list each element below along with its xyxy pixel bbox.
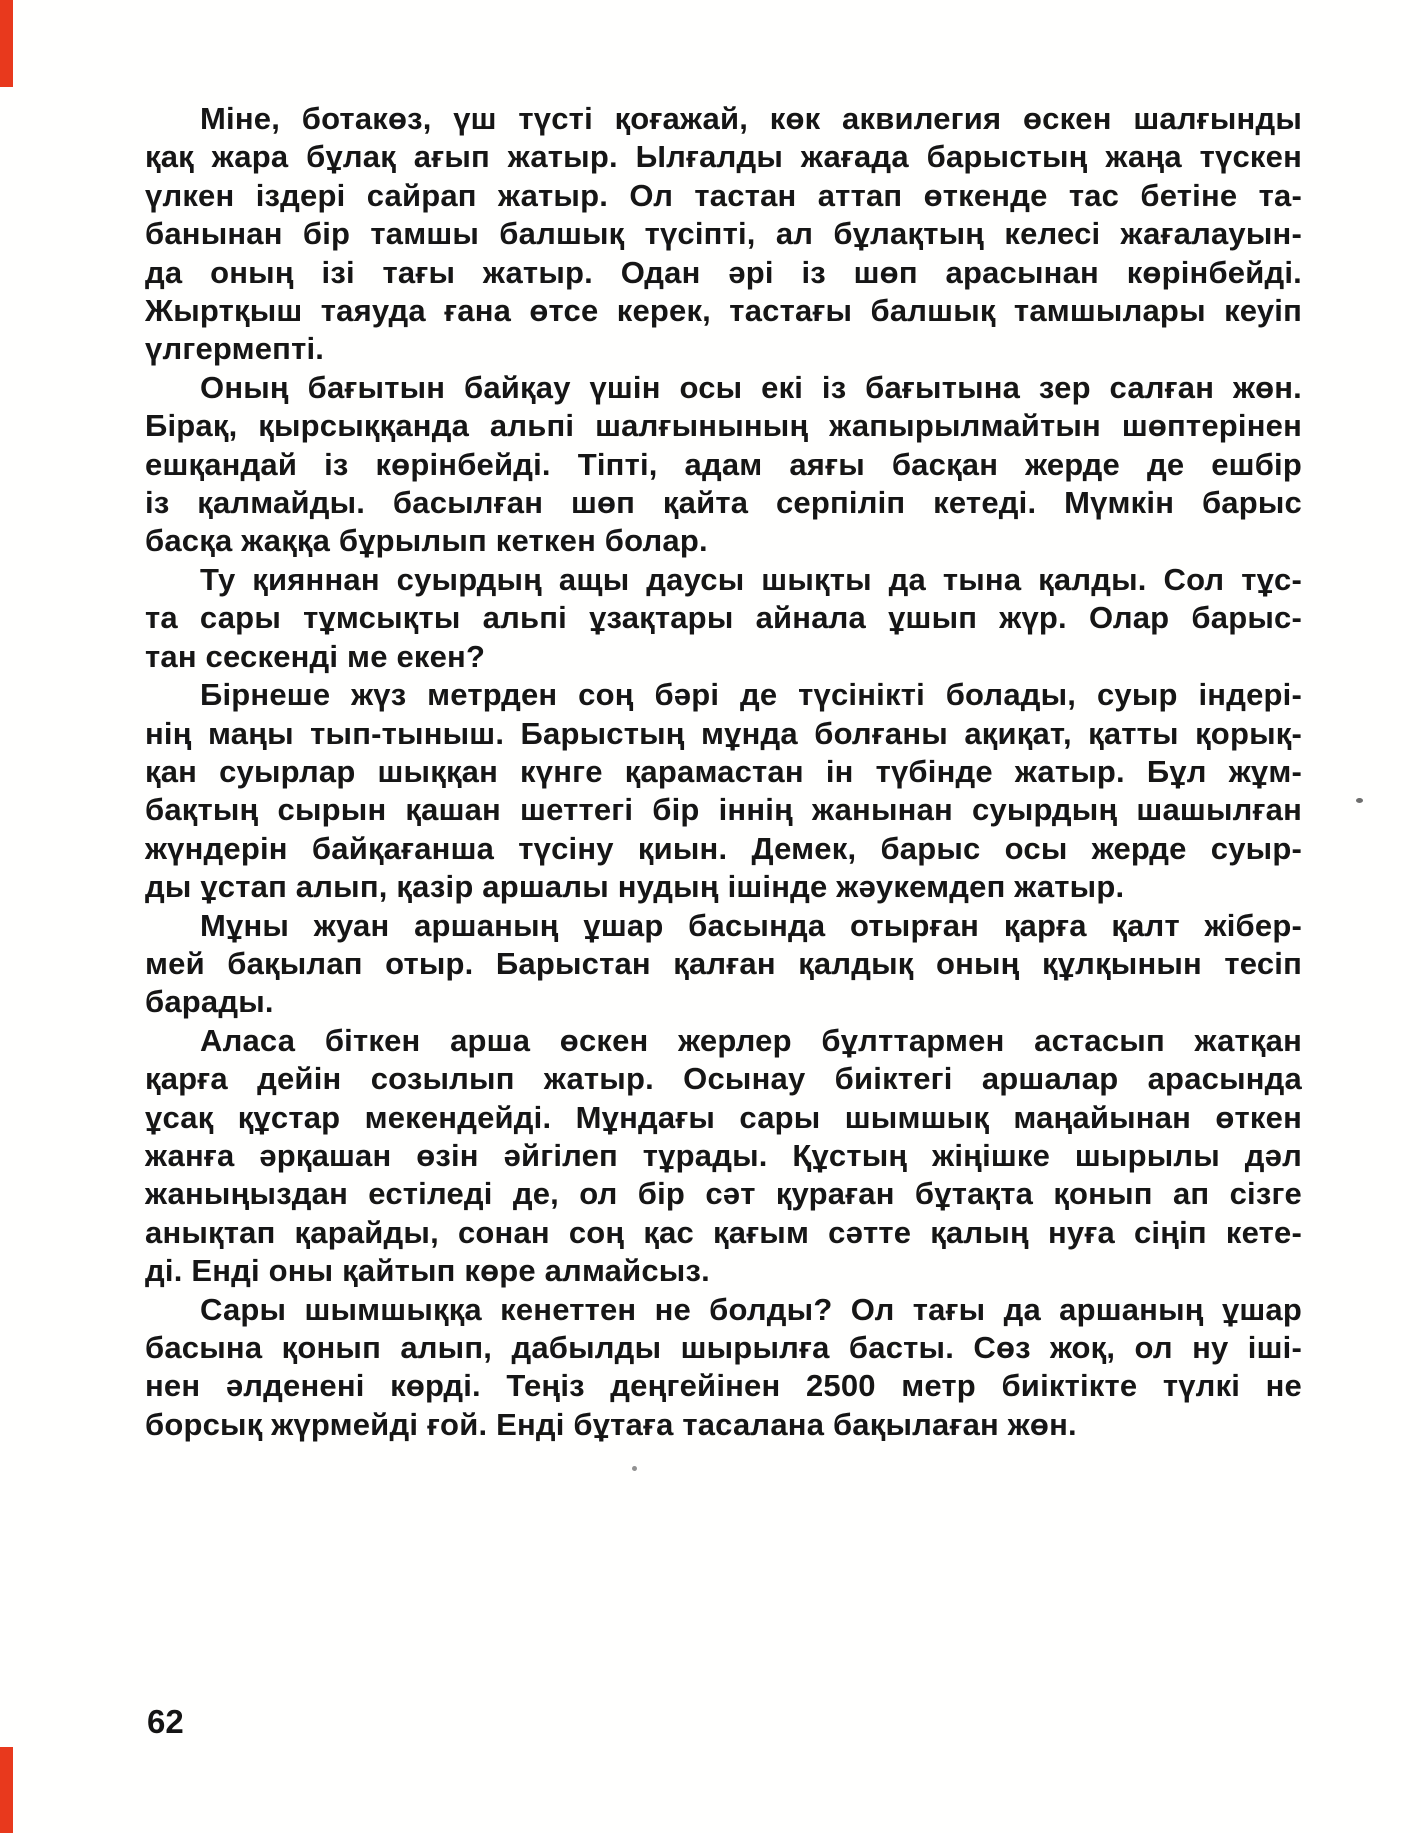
text-line: тан сескенді ме екен? — [145, 638, 486, 674]
text-line: қарға дейін созылып жатыр. Осынау биіктегі аршалар арасында — [145, 1061, 1302, 1097]
text-line: Сары шымшыққа кенеттен не болды? Ол тағы да аршаның ұшар — [200, 1291, 1302, 1327]
text-line: Бірнеше жүз метрден соң бәрі де түсінікті болады, суыр індері- — [200, 677, 1302, 713]
text-line: із қалмайды. басылған шөп қайта серпіліп кетеді. Мүмкін барыс — [145, 485, 1302, 521]
scan-speck — [632, 1466, 637, 1471]
text-line: да оның ізі тағы жатыр. Одан әрі із шөп арасынан көрінбейді. — [145, 254, 1302, 290]
text-line: барады. — [145, 984, 274, 1020]
text-line: нің маңы тып-тыныш. Барыстың мұнда болғаны ақиқат, қатты қорық- — [145, 715, 1302, 751]
text-line: жаныңыздан естіледі де, ол бір сәт қураған бұтақта қонып ап сізге — [145, 1176, 1302, 1212]
text-line: нен әлденені көрді. Теңіз деңгейінен 2500 метр биіктікте түлкі не — [145, 1368, 1302, 1404]
text-line: ешқандай із көрінбейді. Тіпті, адам аяғы басқан жерде де ешбір — [145, 446, 1302, 482]
text-line: қақ жара бұлақ ағып жатыр. Ылғалды жағада барыстың жаңа түскен — [145, 139, 1302, 175]
text-line: Міне, ботакөз, үш түсті қоғажай, көк аквилегия өскен шалғынды — [200, 101, 1302, 136]
paragraph — [145, 907, 1302, 1022]
text-line: басқа жаққа бұрылып кеткен болар. — [145, 523, 708, 559]
text-line: бақтың сырын қашан шеттегі бір іннің жанынан суырдың шашылған — [145, 792, 1302, 828]
text-line: жанға әрқашан өзін әйгілеп тұрады. Құстың жіңішке шырылы дәл — [145, 1137, 1302, 1173]
paragraph — [145, 1291, 1302, 1445]
paragraph — [145, 369, 1302, 561]
text-line: үлгермепті. — [145, 331, 325, 367]
paragraph — [145, 1022, 1302, 1291]
text-line: Жыртқыш таяуда ғана өтсе керек, тастағы балшық тамшылары кеуіп — [145, 293, 1302, 329]
text-line: Бірақ, қырсыққанда альпі шалғынының жапырылмайтын шөптерінен — [145, 408, 1302, 444]
text-line: ді. Енді оны қайтып көре алмайсыз. — [145, 1253, 710, 1289]
scan-speck — [1356, 798, 1363, 803]
text-line: анықтап қарайды, сонан соң қас қағым сәтте қалың нуға сіңіп кете- — [145, 1214, 1302, 1250]
text-line: Ту қияннан суырдың ащы даусы шықты да тына қалды. Сол тұс- — [200, 561, 1302, 597]
paragraph — [145, 561, 1302, 676]
text-line: та сары тұмсықты альпі ұзақтары айнала ұшып жүр. Олар барыс- — [145, 600, 1302, 636]
scan-edge-mark-top — [0, 0, 13, 87]
text-line: Оның бағытын байқау үшін осы екі із бағытына зер салған жөн. — [200, 369, 1302, 405]
text-line: жүндерін байқағанша түсіну қиын. Демек, барыс осы жерде суыр- — [145, 830, 1302, 866]
text-line: үлкен іздері сайрап жатыр. Ол тастан аттап өткенде тас бетіне та- — [145, 177, 1302, 213]
page-text — [145, 100, 1302, 1444]
text-line: қан суырлар шыққан күнге қарамастан ін түбінде жатыр. Бұл жұм- — [145, 753, 1302, 789]
paragraph — [145, 676, 1302, 906]
page-number: 62 — [147, 1703, 184, 1740]
text-line: борсық жүрмейді ғой. Енді бұтаға тасалана бақылаған жөн. — [145, 1406, 1077, 1442]
text-line: Аласа біткен арша өскен жерлер бұлттармен астасып жатқан — [200, 1022, 1302, 1058]
text-line: банынан бір тамшы балшық түсіпті, ал бұлақтың келесі жағалауын- — [145, 216, 1302, 252]
text-line: мей бақылап отыр. Барыстан қалған қалдық оның құлқынын тесіп — [145, 945, 1302, 981]
text-line: Мұны жуан аршаның ұшар басында отырған қарға қалт жібер- — [200, 907, 1302, 943]
paragraph — [145, 100, 1302, 369]
text-line: басына қонып алып, дабылды шырылға басты. Сөз жоқ, ол ну іші- — [145, 1330, 1302, 1365]
text-line: ұсақ құстар мекендейді. Мұндағы сары шымшық маңайынан өткен — [145, 1099, 1302, 1135]
text-line: ды ұстап алып, қазір аршалы нудың ішінде жәукемдеп жатыр. — [145, 869, 1125, 905]
scan-edge-mark-bottom — [0, 1747, 13, 1833]
